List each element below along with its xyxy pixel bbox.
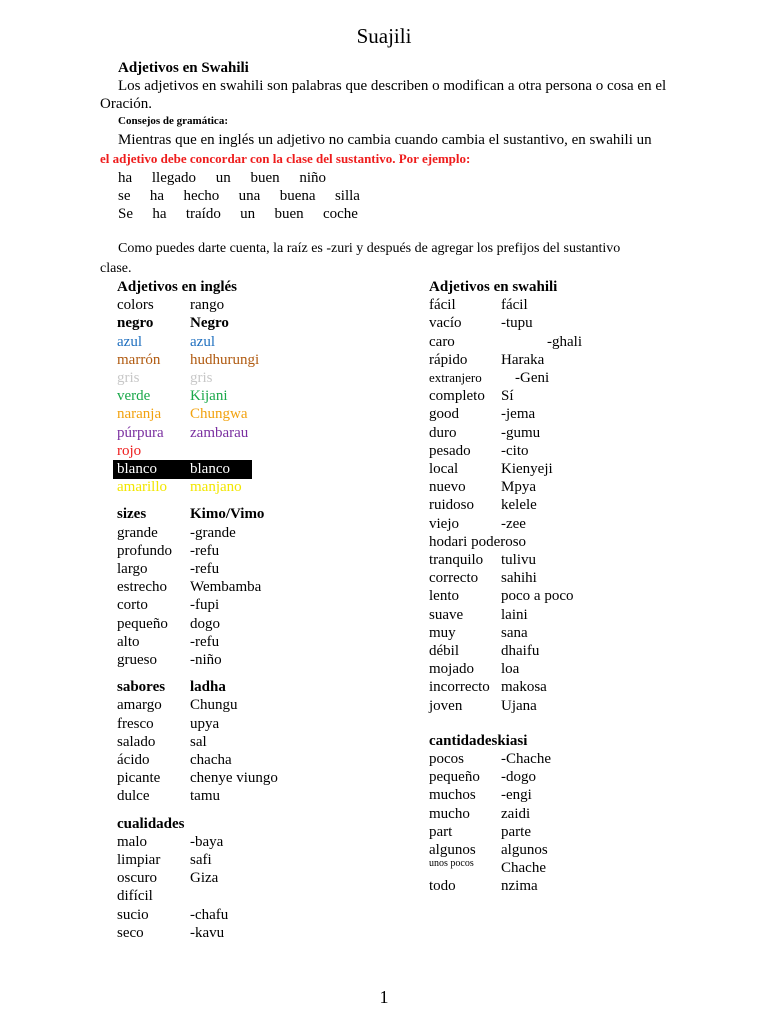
tips-heading: Consejos de gramática:	[118, 115, 228, 127]
spanish-word: negro	[117, 315, 154, 332]
spanish-word: picante	[117, 770, 161, 787]
section-heading: cantidadeskiasi	[429, 732, 528, 749]
swahili-word: laini	[501, 606, 528, 623]
spanish-word: grueso	[117, 652, 157, 668]
spanish-word: gris	[117, 370, 140, 386]
spanish-word: malo	[117, 833, 147, 850]
swahili-word: -Geni	[515, 370, 550, 386]
section-heading: Adjetivos en inglés	[117, 279, 237, 295]
spanish-word: verde	[117, 388, 151, 405]
example-word: ha	[149, 188, 165, 204]
swahili-word: -chafu	[190, 906, 229, 923]
swahili-word: chenye viungo	[190, 770, 278, 787]
swahili-word: fácil	[501, 297, 528, 314]
swahili-word: safi	[190, 852, 212, 868]
swahili-word: Ujana	[501, 697, 537, 714]
swahili-word: -gumu	[501, 424, 541, 441]
spanish-word: púrpura	[117, 424, 164, 441]
spanish-word: part	[429, 823, 453, 840]
spanish-word: estrecho	[117, 579, 167, 596]
section-heading: Adjetivos en swahili	[429, 279, 558, 295]
swahili-word: -refu	[190, 542, 220, 559]
swahili-word: sana	[501, 624, 528, 641]
swahili-word: -zee	[501, 515, 526, 532]
spanish-word: marrón	[117, 351, 161, 368]
example-word: ha	[152, 206, 167, 222]
swahili-word: tulivu	[501, 552, 537, 568]
swahili-word: -ghali	[547, 333, 582, 350]
swahili-word: -kavu	[190, 924, 225, 941]
swahili-word: upya	[190, 715, 220, 732]
swahili-word: manjano	[190, 479, 242, 496]
swahili-word: Wembamba	[190, 579, 262, 596]
swahili-word: nzima	[501, 878, 538, 895]
swahili-word: kelele	[501, 497, 537, 514]
spanish-word: pocos	[429, 751, 464, 767]
spanish-word: grande	[117, 524, 158, 541]
spanish-word: pequeño	[429, 769, 480, 786]
spanish-word: suave	[429, 606, 464, 623]
spanish-word: fresco	[117, 715, 154, 732]
spanish-word: unos pocos	[429, 858, 474, 870]
intro-paragraph-line: Los adjetivos en swahili son palabras que describen o modifican a otra persona o cosa en el	[118, 78, 667, 94]
swahili-word: rango	[190, 297, 225, 314]
spanish-word: local	[429, 461, 459, 477]
swahili-word: Kienyeji	[501, 461, 553, 477]
swahili-word: Negro	[190, 315, 229, 332]
swahili-word: Kijani	[190, 388, 228, 405]
swahili-word: sahihi	[501, 570, 537, 587]
swahili-word: -cito	[501, 442, 529, 459]
spanish-word: profundo	[117, 542, 172, 559]
example-word: silla	[334, 188, 360, 204]
swahili-word: -tupu	[501, 315, 533, 332]
swahili-word: -grande	[190, 524, 236, 541]
swahili-word: sal	[190, 733, 207, 750]
spanish-word: muy	[429, 624, 456, 641]
section-heading: cualidades	[117, 815, 185, 832]
swahili-word: dogo	[190, 615, 220, 632]
swahili-word: makosa	[501, 679, 547, 696]
swahili-word: -fupi	[190, 597, 220, 614]
swahili-word: zambarau	[190, 424, 249, 441]
swahili-word: gris	[190, 370, 213, 386]
spanish-word: largo	[117, 561, 148, 577]
swahili-word: tamu	[190, 788, 220, 805]
spanish-word: naranja	[117, 406, 162, 423]
example-word: se	[118, 188, 131, 204]
swahili-word: poco a poco	[501, 588, 574, 605]
swahili-word: zaidi	[501, 805, 531, 822]
spanish-word: pesado	[429, 442, 471, 459]
swahili-word: Sí	[501, 388, 514, 405]
spanish-word: muchos	[429, 787, 476, 804]
example-word: un	[215, 170, 231, 186]
spanish-word: joven	[429, 697, 463, 714]
spanish-word: tranquilo	[429, 552, 484, 568]
spanish-word: vacío	[429, 315, 462, 332]
spanish-word: amarillo	[117, 479, 167, 496]
swahili-word: -refu	[190, 633, 220, 650]
swahili-word: Chungwa	[190, 406, 248, 423]
swahili-word: loa	[501, 661, 520, 678]
example-word: buen	[250, 170, 280, 186]
spanish-word: difícil	[117, 888, 153, 905]
spanish-word: sucio	[117, 906, 149, 923]
spanish-word: good	[429, 406, 459, 423]
swahili-word: Chache	[501, 860, 546, 877]
tips-red-line: el adjetivo debe concordar con la clase del sustantivo. Por ejemplo:	[100, 151, 471, 166]
swahili-word: Haraka	[501, 351, 545, 368]
tips-line: Mientras que en inglés un adjetivo no cambia cuando cambia el sustantivo, en swahili un	[118, 132, 652, 148]
section-heading: sabores	[117, 679, 166, 696]
spanish-word: rápido	[429, 351, 468, 368]
swahili-word: chacha	[190, 752, 232, 768]
swahili-word: -niño	[190, 652, 222, 668]
spanish-word: pequeño	[117, 615, 168, 632]
page-title: Suajili	[356, 24, 412, 48]
root-note-line: Como puedes darte cuenta, la raíz es -zuri y después de agregar los prefijos del sustantivo	[118, 241, 621, 256]
swahili-word: blanco	[190, 461, 230, 477]
spanish-word: incorrecto	[429, 679, 490, 696]
spanish-word: viejo	[429, 515, 459, 532]
swahili-word: parte	[501, 823, 531, 840]
example-word: una	[238, 188, 261, 204]
spanish-word: extranjero	[429, 370, 482, 385]
swahili-word: -Chache	[501, 751, 551, 767]
root-note-line: clase.	[100, 261, 132, 276]
spanish-word: amargo	[117, 697, 162, 714]
example-sentence	[118, 206, 358, 223]
example-word: buen	[274, 206, 304, 222]
swahili-word: -baya	[190, 833, 224, 850]
spanish-word: salado	[117, 733, 156, 750]
spanish-word: fácil	[429, 297, 456, 314]
example-word: un	[240, 206, 256, 222]
swahili-word: Chungu	[190, 697, 238, 714]
section-heading-translation: Kimo/Vimo	[190, 506, 265, 523]
swahili-word: azul	[190, 333, 215, 350]
spanish-word: débil	[429, 643, 459, 659]
spanish-word: duro	[429, 424, 457, 441]
example-word: coche	[322, 206, 358, 222]
swahili-word: -dogo	[501, 769, 536, 786]
spanish-word: hodari poderoso	[429, 533, 527, 550]
swahili-word: -jema	[501, 406, 536, 423]
spanish-word: azul	[117, 333, 142, 350]
spanish-word: colors	[117, 297, 154, 314]
spanish-word: seco	[117, 924, 144, 941]
example-sentence	[118, 170, 326, 187]
example-word: ha	[118, 170, 133, 186]
intro-paragraph-line: Oración.	[100, 96, 153, 112]
spanish-word: algunos	[429, 842, 476, 858]
example-word: traído	[185, 206, 221, 222]
example-word: llegado	[151, 170, 197, 186]
spanish-word: completo	[429, 388, 485, 405]
swahili-word: algunos	[501, 842, 548, 858]
spanish-word: nuevo	[429, 479, 466, 496]
example-word: Se	[118, 206, 133, 222]
example-sentence	[118, 188, 360, 205]
spanish-word: dulce	[117, 788, 150, 805]
section-heading: Adjetivos en Swahili	[118, 60, 249, 76]
spanish-word: rojo	[117, 442, 142, 459]
swahili-word: Giza	[190, 870, 219, 887]
swahili-word: -refu	[190, 561, 220, 577]
spanish-word: caro	[429, 333, 455, 350]
swahili-word: -engi	[501, 787, 532, 804]
spanish-word: alto	[117, 633, 140, 650]
spanish-word: blanco	[117, 461, 157, 477]
example-word: niño	[299, 170, 326, 186]
spanish-word: ácido	[117, 752, 150, 768]
swahili-word: dhaifu	[501, 643, 540, 659]
section-heading-translation: ladha	[190, 679, 226, 696]
page-number: 1	[379, 987, 389, 1007]
spanish-word: todo	[429, 878, 456, 895]
spanish-word: correcto	[429, 570, 479, 587]
spanish-word: limpiar	[117, 852, 161, 868]
swahili-word: hudhurungi	[190, 351, 260, 368]
example-word: hecho	[183, 188, 220, 204]
spanish-word: oscuro	[117, 870, 157, 887]
spanish-word: mojado	[429, 661, 474, 678]
spanish-word: corto	[117, 597, 148, 614]
spanish-word: mucho	[429, 805, 470, 822]
spanish-word: lento	[429, 588, 459, 605]
section-heading: sizes	[117, 506, 147, 523]
swahili-word: Mpya	[501, 479, 536, 496]
example-word: buena	[279, 188, 316, 204]
spanish-word: ruidoso	[429, 497, 474, 514]
